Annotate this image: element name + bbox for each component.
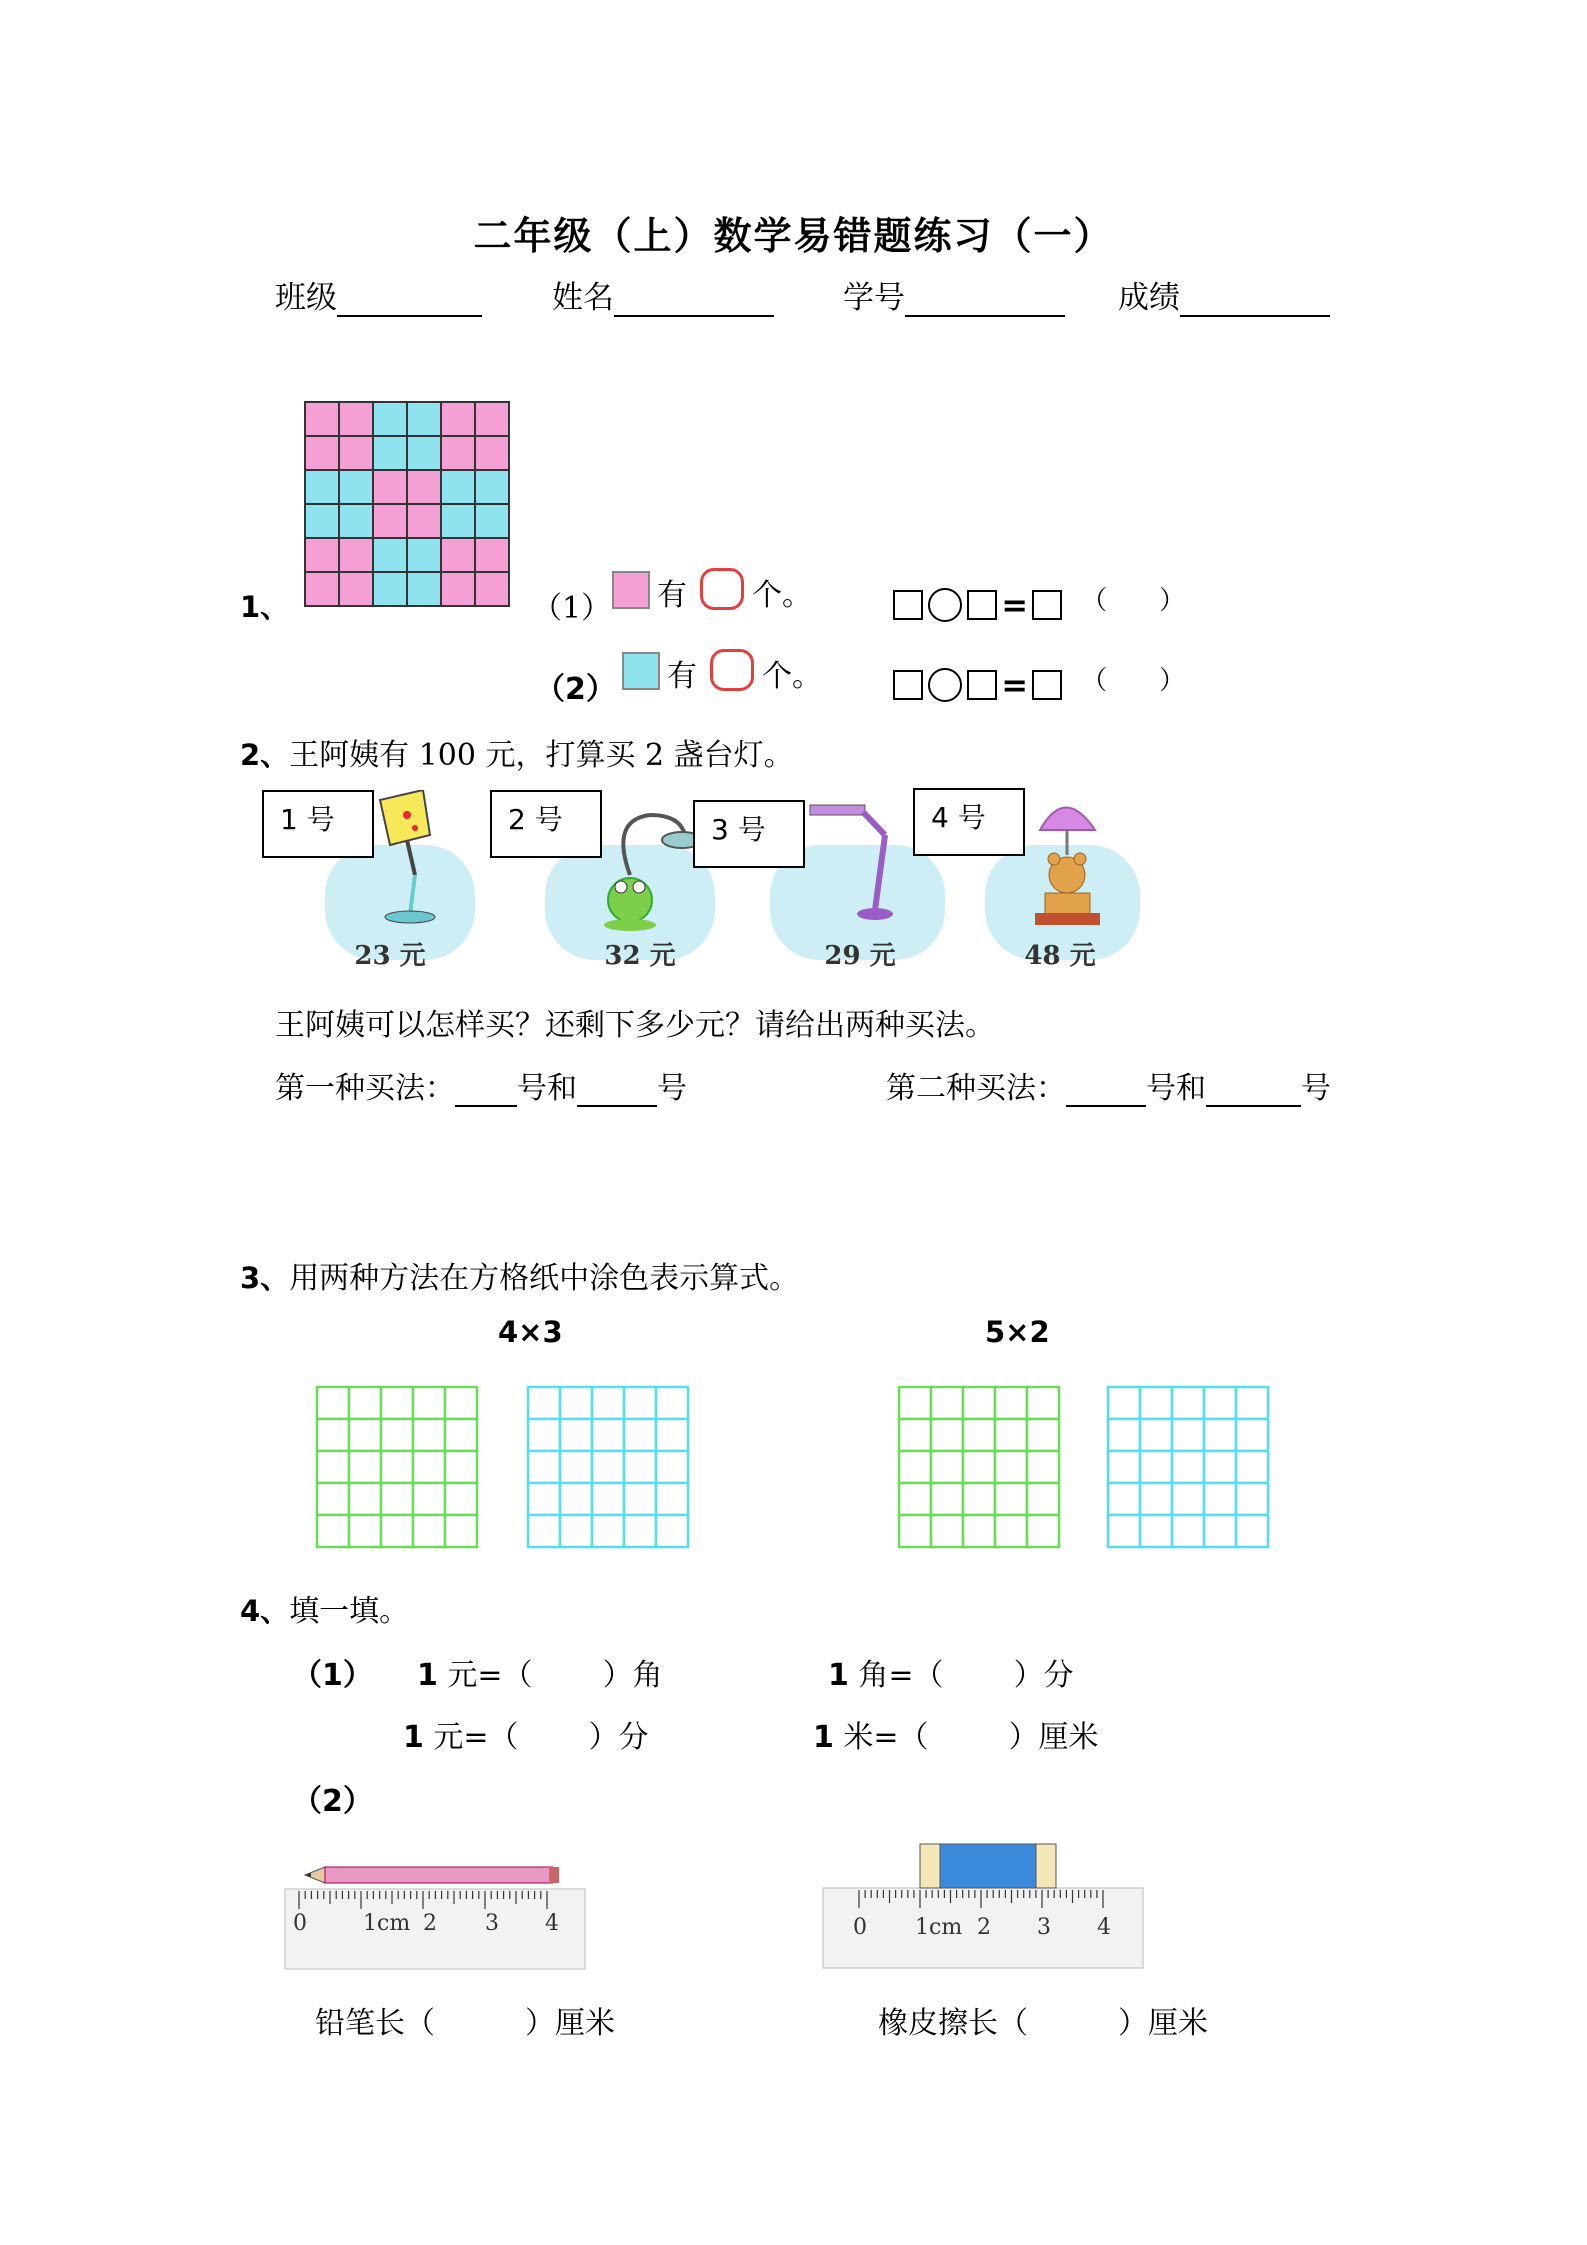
score-label: 成绩 [1118, 280, 1180, 316]
grid-cell[interactable] [413, 1387, 445, 1419]
grid-cell[interactable] [349, 1483, 381, 1515]
grid-cell[interactable] [624, 1419, 656, 1451]
q4-number: 4、 [240, 1594, 290, 1628]
lamp-4-label: 4 号 [913, 788, 1025, 856]
eq-box[interactable] [893, 590, 923, 620]
grid-cell[interactable] [349, 1419, 381, 1451]
grid-cell [441, 470, 475, 504]
grid-cell[interactable] [445, 1451, 477, 1483]
q3-question [240, 1253, 799, 1297]
grid-cell[interactable] [1027, 1451, 1059, 1483]
svg-text:2: 2 [977, 1915, 991, 1940]
name-blank[interactable] [614, 285, 774, 317]
q3-expr-2: 5×2 [985, 1315, 1050, 1349]
q3-text: 用两种方法在方格纸中涂色表示算式。 [289, 1261, 800, 1296]
q4-part1-label: （1） [292, 1658, 373, 1693]
grid-cell[interactable] [963, 1419, 995, 1451]
lamp-1-price: 23 元 [354, 941, 426, 971]
grid-cell[interactable] [528, 1451, 560, 1483]
method-2-label: 第二种买法： [886, 1071, 1066, 1106]
grid-cell [475, 504, 509, 538]
grid-cell[interactable] [1236, 1419, 1268, 1451]
grid-cell[interactable] [1172, 1419, 1204, 1451]
grid-cell[interactable] [413, 1483, 445, 1515]
grid-cell[interactable] [899, 1419, 931, 1451]
svg-text:3: 3 [485, 1911, 499, 1936]
grid-cell [475, 436, 509, 470]
grid-cell[interactable] [1027, 1387, 1059, 1419]
grid-cell [441, 504, 475, 538]
q3-grid-cyan-2[interactable] [1106, 1385, 1271, 1550]
grid-cell [339, 572, 373, 606]
grid-cell[interactable] [1027, 1515, 1059, 1547]
method-2-blank-b[interactable] [1206, 1075, 1301, 1107]
eq-box[interactable] [1032, 590, 1062, 620]
method-1-label: 第一种买法： [275, 1071, 455, 1106]
grid-cell[interactable] [899, 1515, 931, 1547]
q1-equation-1 [893, 580, 1185, 624]
eraser-length-question[interactable]: 橡皮擦长（ ）厘米 [878, 2006, 1208, 2041]
q1-ge-1: 个。 [752, 578, 812, 613]
name-label: 姓名 [552, 280, 614, 316]
svg-text:4: 4 [545, 1911, 559, 1936]
student-id-field[interactable] [843, 272, 1065, 317]
grid-cell [475, 572, 509, 606]
grid-cell[interactable] [931, 1387, 963, 1419]
q4-item-3[interactable]: 1 元=（ ）分 [403, 1720, 649, 1755]
grid-cell[interactable] [317, 1451, 349, 1483]
grid-cell[interactable] [656, 1387, 688, 1419]
lamp-3-price: 29 元 [824, 941, 896, 971]
grid-cell[interactable] [528, 1483, 560, 1515]
grid-cell[interactable] [381, 1387, 413, 1419]
lamp-scene [240, 790, 1140, 980]
grid-cell[interactable] [317, 1483, 349, 1515]
grid-cell[interactable] [931, 1515, 963, 1547]
score-field[interactable] [1118, 272, 1330, 317]
grid-cell[interactable] [963, 1387, 995, 1419]
equals-sign: = [1001, 585, 1028, 624]
grid-cell [305, 572, 339, 606]
grid-cell[interactable] [413, 1419, 445, 1451]
grid-cell [305, 436, 339, 470]
grid-cell [339, 538, 373, 572]
grid-cell [373, 538, 407, 572]
grid-cell[interactable] [413, 1451, 445, 1483]
eq-box[interactable] [967, 670, 997, 700]
lamp-2-label: 2 号 [490, 790, 602, 858]
unit-paren[interactable]: （ ） [1081, 666, 1186, 696]
grid-cell [339, 504, 373, 538]
q4-part2-label: （2） [292, 1784, 373, 1819]
grid-cell [407, 402, 441, 436]
grid-cell[interactable] [899, 1451, 931, 1483]
grid-cell [475, 402, 509, 436]
grid-cell [407, 572, 441, 606]
grid-cell[interactable] [995, 1387, 1027, 1419]
grid-cell [441, 538, 475, 572]
q4-text: 填一填。 [289, 1594, 410, 1629]
grid-cell[interactable] [931, 1419, 963, 1451]
q2-method-2: 第二种买法： 号和 号 [886, 1071, 1331, 1106]
grid-cell [373, 470, 407, 504]
svg-text:0: 0 [293, 1911, 307, 1936]
grid-cell[interactable] [624, 1451, 656, 1483]
grid-cell[interactable] [963, 1483, 995, 1515]
eq-box[interactable] [1032, 670, 1062, 700]
grid-cell[interactable] [381, 1451, 413, 1483]
lamp-1-label: 1 号 [262, 790, 374, 858]
q3-grid-green-1[interactable] [315, 1385, 485, 1550]
grid-cell [475, 538, 509, 572]
page-title: 二年级（上）数学易错题练习（一） [473, 214, 1114, 258]
grid-cell [441, 402, 475, 436]
method-1-blank-b[interactable] [577, 1075, 657, 1107]
q2-number: 2、 [240, 738, 290, 772]
class-field[interactable] [275, 272, 482, 317]
q4-question [240, 1586, 409, 1630]
grid-cell [339, 436, 373, 470]
lamp-3-icon [805, 790, 925, 930]
grid-cell[interactable] [317, 1419, 349, 1451]
grid-cell[interactable] [560, 1451, 592, 1483]
grid-cell[interactable] [592, 1419, 624, 1451]
grid-cell [339, 402, 373, 436]
grid-cell[interactable] [931, 1451, 963, 1483]
grid-cell [475, 470, 509, 504]
q3-grid-green-2[interactable] [897, 1385, 1067, 1550]
pencil-length-question[interactable]: 铅笔长（ ）厘米 [315, 2006, 615, 2041]
q2-followup: 王阿姨可以怎样买？还剩下多少元？请给出两种买法。 [275, 1008, 995, 1043]
q1-color-grid [303, 400, 513, 610]
svg-text:4: 4 [1097, 1915, 1111, 1940]
grid-cell[interactable] [592, 1515, 624, 1547]
grid-cell [441, 572, 475, 606]
grid-cell[interactable] [624, 1483, 656, 1515]
grid-cell[interactable] [381, 1419, 413, 1451]
score-blank[interactable] [1180, 285, 1330, 317]
grid-cell[interactable] [1108, 1515, 1140, 1547]
grid-cell[interactable] [656, 1451, 688, 1483]
grid-cell[interactable] [528, 1387, 560, 1419]
name-field[interactable] [552, 272, 774, 317]
grid-cell [305, 538, 339, 572]
q1-answer-box-1[interactable] [700, 568, 744, 610]
grid-cell[interactable] [1140, 1419, 1172, 1451]
eq-box[interactable] [893, 670, 923, 700]
eq-operator-circle[interactable] [928, 588, 962, 622]
q1-ge-2: 个。 [762, 659, 822, 694]
grid-cell[interactable] [349, 1387, 381, 1419]
grid-cell[interactable] [995, 1515, 1027, 1547]
grid-cell[interactable] [528, 1515, 560, 1547]
grid-cell[interactable] [1140, 1483, 1172, 1515]
grid-cell [305, 504, 339, 538]
grid-cell[interactable] [1172, 1387, 1204, 1419]
grid-cell[interactable] [1172, 1451, 1204, 1483]
grid-cell[interactable] [560, 1419, 592, 1451]
method-1-blank-a[interactable] [455, 1075, 517, 1107]
grid-cell[interactable] [1108, 1483, 1140, 1515]
grid-cell[interactable] [1108, 1451, 1140, 1483]
lamp-2-icon [590, 800, 700, 940]
grid-cell[interactable] [995, 1419, 1027, 1451]
q3-grid-cyan-1[interactable] [526, 1385, 691, 1550]
grid-cell [441, 436, 475, 470]
grid-cell [407, 538, 441, 572]
q1-sub1-label: （1） [532, 591, 612, 626]
svg-text:0: 0 [853, 1915, 867, 1940]
lamp-4-icon [1010, 785, 1130, 935]
q4-item-2[interactable]: 1 角=（ ）分 [828, 1658, 1074, 1693]
grid-cell[interactable] [1236, 1451, 1268, 1483]
grid-cell[interactable] [560, 1387, 592, 1419]
grid-cell[interactable] [1204, 1515, 1236, 1547]
grid-cell[interactable] [1140, 1515, 1172, 1547]
grid-cell[interactable] [656, 1483, 688, 1515]
unit-paren[interactable]: （ ） [1081, 586, 1186, 616]
grid-cell[interactable] [1108, 1419, 1140, 1451]
grid-cell[interactable] [381, 1483, 413, 1515]
grid-cell[interactable] [1236, 1483, 1268, 1515]
q2-question [240, 730, 794, 774]
svg-text:1cm: 1cm [915, 1915, 963, 1940]
grid-cell[interactable] [445, 1419, 477, 1451]
grid-cell[interactable] [445, 1483, 477, 1515]
grid-cell [373, 402, 407, 436]
q1-equation-2 [893, 660, 1185, 704]
grid-cell[interactable] [413, 1515, 445, 1547]
grid-cell[interactable] [899, 1387, 931, 1419]
grid-cell[interactable] [995, 1451, 1027, 1483]
grid-cell[interactable] [1108, 1387, 1140, 1419]
grid-cell[interactable] [381, 1515, 413, 1547]
cyan-square-icon [622, 652, 660, 690]
grid-cell[interactable] [656, 1419, 688, 1451]
grid-cell[interactable] [1204, 1419, 1236, 1451]
pencil-ruler-figure [275, 1855, 595, 1975]
lamp-4-price: 48 元 [1024, 941, 1096, 971]
svg-text:1cm: 1cm [363, 1911, 411, 1936]
grid-cell[interactable] [445, 1515, 477, 1547]
grid-cell [305, 402, 339, 436]
svg-text:2: 2 [423, 1911, 437, 1936]
grid-cell[interactable] [1204, 1387, 1236, 1419]
grid-cell[interactable] [624, 1387, 656, 1419]
student-id-label: 学号 [843, 280, 905, 316]
grid-cell[interactable] [349, 1515, 381, 1547]
grid-cell[interactable] [963, 1515, 995, 1547]
eq-operator-circle[interactable] [928, 668, 962, 702]
q1-number: 1、 [240, 590, 290, 624]
grid-cell[interactable] [1140, 1451, 1172, 1483]
lamp-2-price: 32 元 [604, 941, 676, 971]
equals-sign: = [1001, 665, 1028, 704]
grid-cell [407, 504, 441, 538]
q3-expr-1: 4×3 [498, 1315, 563, 1349]
grid-cell[interactable] [1027, 1419, 1059, 1451]
q1-has-2: 有 [667, 659, 697, 694]
grid-cell[interactable] [560, 1515, 592, 1547]
class-blank[interactable] [337, 285, 482, 317]
student-id-blank[interactable] [905, 285, 1065, 317]
grid-cell[interactable] [1204, 1483, 1236, 1515]
class-label: 班级 [275, 280, 337, 316]
grid-cell[interactable] [624, 1515, 656, 1547]
grid-cell [407, 470, 441, 504]
grid-cell[interactable] [1172, 1483, 1204, 1515]
grid-cell[interactable] [1140, 1387, 1172, 1419]
grid-cell[interactable] [656, 1515, 688, 1547]
q4-item-1[interactable]: 1 元=（ ）角 [417, 1658, 663, 1693]
grid-cell[interactable] [317, 1387, 349, 1419]
grid-cell[interactable] [349, 1451, 381, 1483]
grid-cell[interactable] [560, 1483, 592, 1515]
eq-box[interactable] [967, 590, 997, 620]
grid-cell[interactable] [1204, 1451, 1236, 1483]
q1-sub2-label: （2） [535, 672, 616, 707]
grid-cell [373, 504, 407, 538]
grid-cell[interactable] [1172, 1515, 1204, 1547]
pink-square-icon [612, 571, 650, 609]
eraser-ruler-figure [815, 1838, 1155, 1973]
q1-answer-box-2[interactable] [710, 649, 754, 691]
q3-number: 3、 [240, 1261, 290, 1295]
grid-cell[interactable] [1236, 1515, 1268, 1547]
svg-text:3: 3 [1037, 1915, 1051, 1940]
method-2-blank-a[interactable] [1066, 1075, 1146, 1107]
grid-cell [373, 436, 407, 470]
grid-cell[interactable] [1027, 1483, 1059, 1515]
grid-cell[interactable] [317, 1515, 349, 1547]
grid-cell [373, 572, 407, 606]
grid-cell[interactable] [592, 1451, 624, 1483]
lamp-3-label: 3 号 [693, 800, 805, 868]
grid-cell[interactable] [963, 1451, 995, 1483]
grid-cell[interactable] [445, 1387, 477, 1419]
grid-cell[interactable] [528, 1419, 560, 1451]
grid-cell[interactable] [592, 1387, 624, 1419]
grid-cell[interactable] [1236, 1387, 1268, 1419]
grid-cell [339, 470, 373, 504]
grid-cell[interactable] [995, 1483, 1027, 1515]
q2-method-1: 第一种买法： 号和 号 [275, 1071, 687, 1106]
q2-text: 王阿姨有 100 元，打算买 2 盏台灯。 [289, 738, 794, 773]
grid-cell [305, 470, 339, 504]
grid-cell[interactable] [931, 1483, 963, 1515]
grid-cell [407, 436, 441, 470]
q4-item-4[interactable]: 1 米=（ ）厘米 [813, 1720, 1099, 1755]
grid-cell[interactable] [899, 1483, 931, 1515]
q1-has-1: 有 [657, 578, 687, 613]
grid-cell[interactable] [592, 1483, 624, 1515]
